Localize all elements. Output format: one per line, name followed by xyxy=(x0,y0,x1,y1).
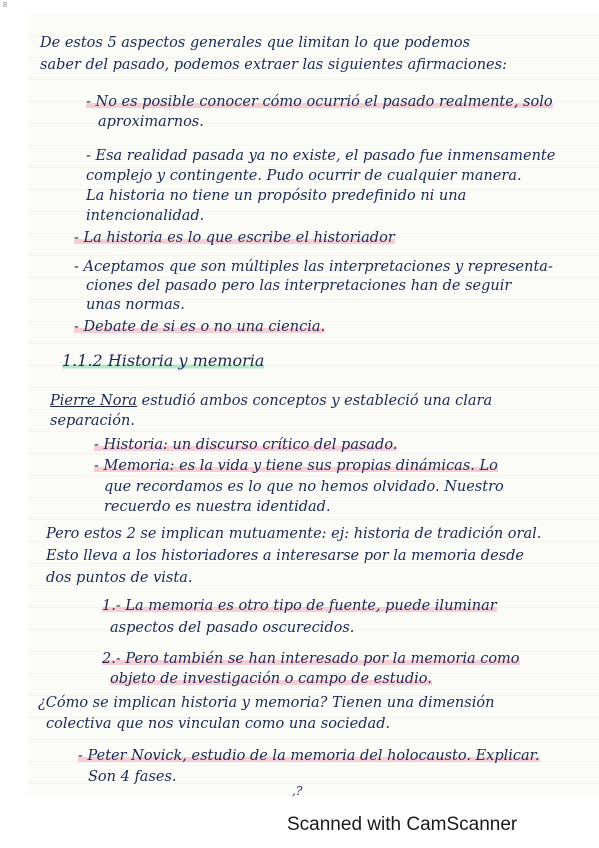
camscanner-watermark: Scanned with CamScanner xyxy=(287,814,518,835)
highlighted-text: - Memoria: es la vida y tiene sus propias dinámicas. Lo xyxy=(94,458,498,474)
note-line: aproximarnos. xyxy=(98,114,204,130)
note-line xyxy=(102,650,520,668)
highlighted-text: - Peter Novick, estudio de la memoria del holocausto. Explicar. xyxy=(78,748,540,764)
note-line: recuerdo es nuestra identidad. xyxy=(104,499,331,515)
note-line-rest: estudió ambos conceptos y estableció una clara xyxy=(137,393,493,409)
scan-corner-mark: B xyxy=(3,1,8,9)
highlighted-text: - Debate de si es o no una ciencia. xyxy=(74,319,326,335)
note-line: separación. xyxy=(50,413,135,429)
note-line xyxy=(110,670,432,688)
highlighted-text: 1.- La memoria es otro tipo de fuente, puede iluminar xyxy=(102,598,497,614)
note-line: unas normas. xyxy=(86,297,185,313)
note-line: aspectos del pasado oscurecidos. xyxy=(110,620,355,636)
note-line: Son 4 fases. xyxy=(88,769,177,785)
note-line: ciones del pasado pero las interpretaciones han de seguir xyxy=(86,278,512,294)
highlighted-text: objeto de investigación o campo de estudio. xyxy=(110,671,432,687)
note-line: Esto lleva a los historiadores a interesarse por la memoria desde xyxy=(46,548,524,564)
note-line: - Esa realidad pasada ya no existe, el pasado fue inmensamente xyxy=(86,148,556,164)
note-line: complejo y contingente. Pudo ocurrir de cualquier manera. xyxy=(86,168,522,184)
highlighted-text: 2.- Pero también se han interesado por la memoria como xyxy=(102,651,520,667)
highlighted-text: - No es posible conocer cómo ocurrió el pasado realmente, solo xyxy=(86,94,553,110)
note-line xyxy=(86,93,553,111)
note-line: que recordamos es lo que no hemos olvidado. Nuestro xyxy=(104,479,504,495)
note-line: Pero estos 2 se implican mutuamente: ej: historia de tradición oral. xyxy=(46,526,542,542)
note-line: saber del pasado, podemos extraer las siguientes afirmaciones: xyxy=(40,57,507,73)
page-number: ,? xyxy=(292,784,303,798)
note-line: intencionalidad. xyxy=(86,208,205,224)
note-line xyxy=(74,229,395,247)
note-line xyxy=(78,747,540,765)
note-line xyxy=(50,392,492,410)
heading-text: 1.1.2 Historia y memoria xyxy=(62,351,265,370)
author-name: Pierre Nora xyxy=(50,393,138,409)
section-heading xyxy=(62,352,264,370)
note-line: - Aceptamos que son múltiples las interpretaciones y representa- xyxy=(74,259,553,275)
note-line xyxy=(102,597,497,615)
note-line xyxy=(94,436,397,454)
note-line: dos puntos de vista. xyxy=(46,570,193,586)
note-line: De estos 5 aspectos generales que limitan lo que podemos xyxy=(40,35,471,51)
highlighted-text: - Historia: un discurso crítico del pasado. xyxy=(94,437,398,453)
note-line: La historia no tiene un propósito predefinido ni una xyxy=(86,188,467,204)
note-line: colectiva que nos vinculan como una sociedad. xyxy=(46,716,391,732)
highlighted-text: - La historia es lo que escribe el historiador xyxy=(74,230,395,246)
note-line xyxy=(74,318,325,336)
note-line: ¿Cómo se implican historia y memoria? Tienen una dimensión xyxy=(38,695,495,711)
note-line xyxy=(94,457,498,475)
